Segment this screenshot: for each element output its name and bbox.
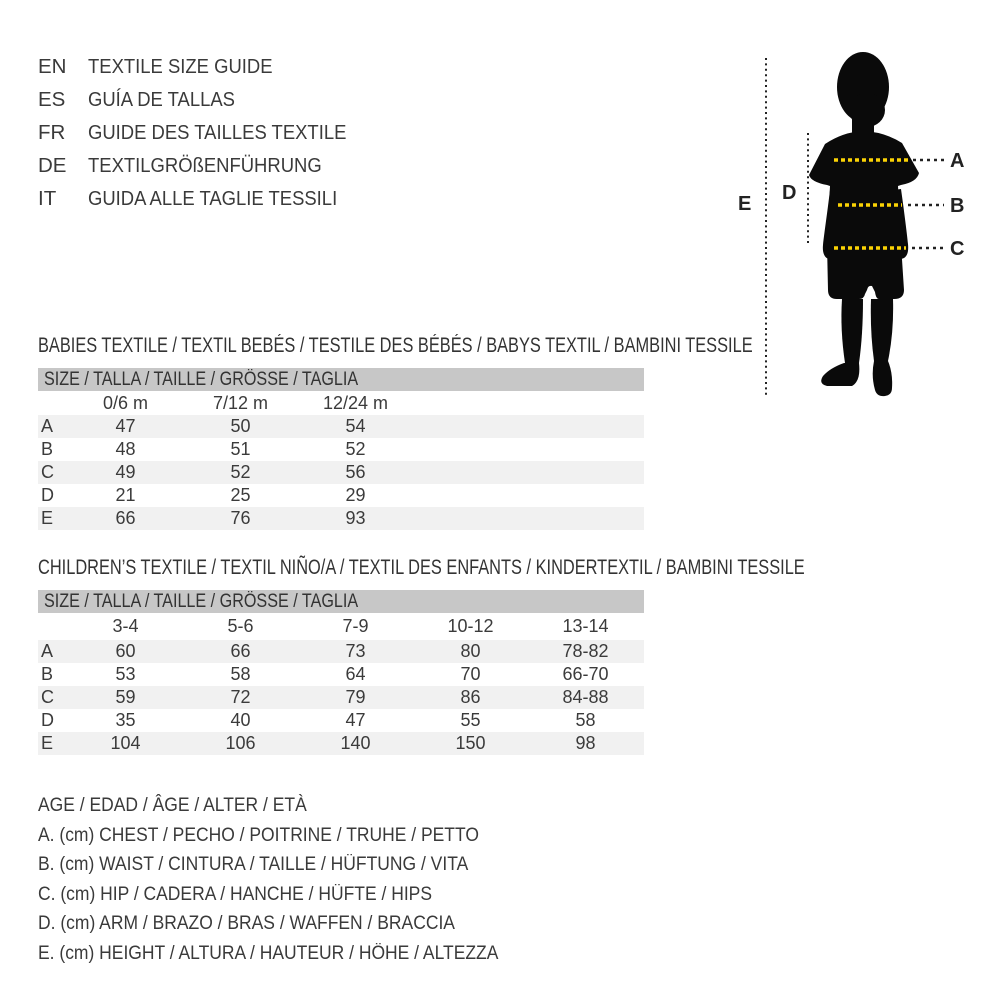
table-cell: 48 — [115, 439, 136, 459]
column-header: 7-9 — [342, 616, 369, 636]
marker-label-e: E — [738, 193, 752, 215]
legend-line — [38, 821, 538, 851]
legend-line — [38, 909, 538, 939]
column-header: 3-4 — [112, 616, 139, 636]
table-cell: 58 — [230, 664, 251, 684]
table-cell: 53 — [115, 664, 136, 684]
language-code: IT — [38, 186, 57, 210]
row-label: A — [41, 416, 54, 436]
babies-column-headers — [38, 391, 644, 415]
measurement-figure — [730, 40, 970, 410]
column-header: 7/12 m — [212, 392, 269, 413]
child-silhouette — [809, 52, 919, 396]
table-cell: 59 — [115, 687, 136, 707]
language-code: ES — [38, 87, 66, 111]
table-cell: 50 — [230, 416, 251, 436]
row-label: B — [41, 439, 54, 459]
table-cell: 58 — [575, 710, 596, 730]
table-cell: 80 — [460, 641, 481, 661]
table-cell: 47 — [115, 416, 136, 436]
children-section — [38, 556, 805, 756]
column-header: 13-14 — [562, 616, 609, 636]
language-title: TEXTILE SIZE GUIDE — [88, 54, 273, 78]
row-label: D — [41, 710, 54, 730]
children-size-header-band — [38, 590, 644, 613]
table-cell: 47 — [345, 710, 366, 730]
table-cell: 51 — [230, 439, 251, 459]
table-row — [38, 461, 644, 484]
marker-label-a: A — [950, 150, 965, 172]
marker-label-d: D — [782, 182, 797, 204]
language-code: DE — [38, 153, 67, 177]
table-cell: 140 — [340, 733, 371, 753]
table-cell: 29 — [345, 485, 366, 505]
table-cell: 79 — [345, 687, 366, 707]
language-row — [38, 149, 375, 182]
children-size-header-text: SIZE / TALLA / TAILLE / GRÖSSE / TAGLIA — [44, 590, 359, 612]
table-cell: 150 — [455, 733, 486, 753]
legend-line-text: D. (cm) ARM / BRAZO / BRAS / WAFFEN / BRACCIA — [38, 913, 455, 935]
legend-line — [38, 791, 538, 821]
babies-size-header-band — [38, 368, 644, 391]
table-cell: 56 — [345, 462, 366, 482]
row-label: E — [41, 508, 54, 528]
table-cell: 84-88 — [562, 687, 609, 707]
legend-line-text: C. (cm) HIP / CADERA / HANCHE / HÜFTE / HIPS — [38, 883, 433, 905]
measurement-legend — [38, 791, 538, 969]
table-row — [38, 640, 644, 663]
row-label: E — [41, 733, 54, 753]
table-cell: 106 — [225, 733, 256, 753]
marker-label-c: C — [950, 238, 965, 260]
table-cell: 66 — [115, 508, 136, 528]
row-label: A — [41, 641, 54, 661]
legend-line-text: E. (cm) HEIGHT / ALTURA / HAUTEUR / HÖHE / ALTEZZA — [38, 942, 499, 964]
table-cell: 64 — [345, 664, 366, 684]
column-header: 5-6 — [227, 616, 254, 636]
table-cell: 73 — [345, 641, 366, 661]
babies-size-header-text: SIZE / TALLA / TAILLE / GRÖSSE / TAGLIA — [44, 368, 359, 390]
table-cell: 104 — [110, 733, 141, 753]
legend-line — [38, 850, 538, 880]
table-cell: 70 — [460, 664, 481, 684]
table-cell: 93 — [345, 508, 366, 528]
legend-line — [38, 880, 538, 910]
column-header: 0/6 m — [102, 392, 149, 413]
row-label: C — [41, 462, 54, 482]
table-cell: 35 — [115, 710, 136, 730]
row-label: D — [41, 485, 54, 505]
babies-heading-text: BABIES TEXTILE / TEXTIL BEBÉS / TESTILE DES BÉBÉS / BABYS TEXTIL / BAMBINI TESSILE — [38, 334, 753, 357]
table-cell: 72 — [230, 687, 251, 707]
table-row — [38, 484, 644, 507]
language-row — [38, 50, 375, 83]
table-cell: 49 — [115, 462, 136, 482]
children-table-body — [38, 640, 644, 755]
table-cell: 66 — [230, 641, 251, 661]
table-cell: 25 — [230, 485, 251, 505]
table-row — [38, 415, 644, 438]
table-cell: 21 — [115, 485, 136, 505]
table-row — [38, 507, 644, 530]
language-row — [38, 116, 375, 149]
column-header: 12/24 m — [322, 392, 389, 413]
marker-label-b: B — [950, 195, 965, 217]
table-row — [38, 732, 644, 755]
table-row — [38, 686, 644, 709]
language-title: GUÍA DE TALLAS — [88, 87, 235, 111]
babies-section — [38, 334, 753, 530]
table-row — [38, 663, 644, 686]
language-row — [38, 83, 375, 116]
language-title: GUIDA ALLE TAGLIE TESSILI — [88, 186, 338, 210]
table-cell: 98 — [575, 733, 596, 753]
row-label: B — [41, 664, 54, 684]
legend-line — [38, 939, 538, 969]
table-cell: 40 — [230, 710, 251, 730]
table-cell: 60 — [115, 641, 136, 661]
legend-line-text: AGE / EDAD / ÂGE / ALTER / ETÀ — [38, 795, 307, 816]
table-cell: 66-70 — [562, 664, 609, 684]
row-label: C — [41, 687, 54, 707]
table-row — [38, 438, 644, 461]
language-title-list — [38, 50, 375, 215]
language-title: GUIDE DES TAILLES TEXTILE — [88, 120, 347, 144]
measurement-figure-svg — [730, 40, 970, 410]
legend-line-text: A. (cm) CHEST / PECHO / POITRINE / TRUHE / PETTO — [38, 824, 479, 846]
table-cell: 76 — [230, 508, 251, 528]
table-cell: 52 — [230, 462, 251, 482]
babies-heading — [38, 334, 753, 357]
children-heading-text: CHILDREN’S TEXTILE / TEXTIL NIÑO/A / TEXTIL DES ENFANTS / KINDERTEXTIL / BAMBINI TESSILE — [38, 556, 805, 579]
legend-line-text: B. (cm) WAIST / CINTURA / TAILLE / HÜFTUNG / VITA — [38, 854, 469, 876]
children-column-headers — [38, 613, 644, 640]
table-cell: 52 — [345, 439, 366, 459]
language-title: TEXTILGRÖßENFÜHRUNG — [88, 153, 322, 177]
language-code: FR — [38, 120, 66, 144]
table-cell: 54 — [345, 416, 366, 436]
children-heading — [38, 556, 805, 579]
table-cell: 55 — [460, 710, 481, 730]
table-row — [38, 709, 644, 732]
table-cell: 86 — [460, 687, 481, 707]
table-cell: 78-82 — [562, 641, 609, 661]
language-row — [38, 182, 375, 215]
language-code: EN — [38, 54, 67, 78]
column-header: 10-12 — [447, 616, 494, 636]
babies-table-body — [38, 415, 644, 530]
